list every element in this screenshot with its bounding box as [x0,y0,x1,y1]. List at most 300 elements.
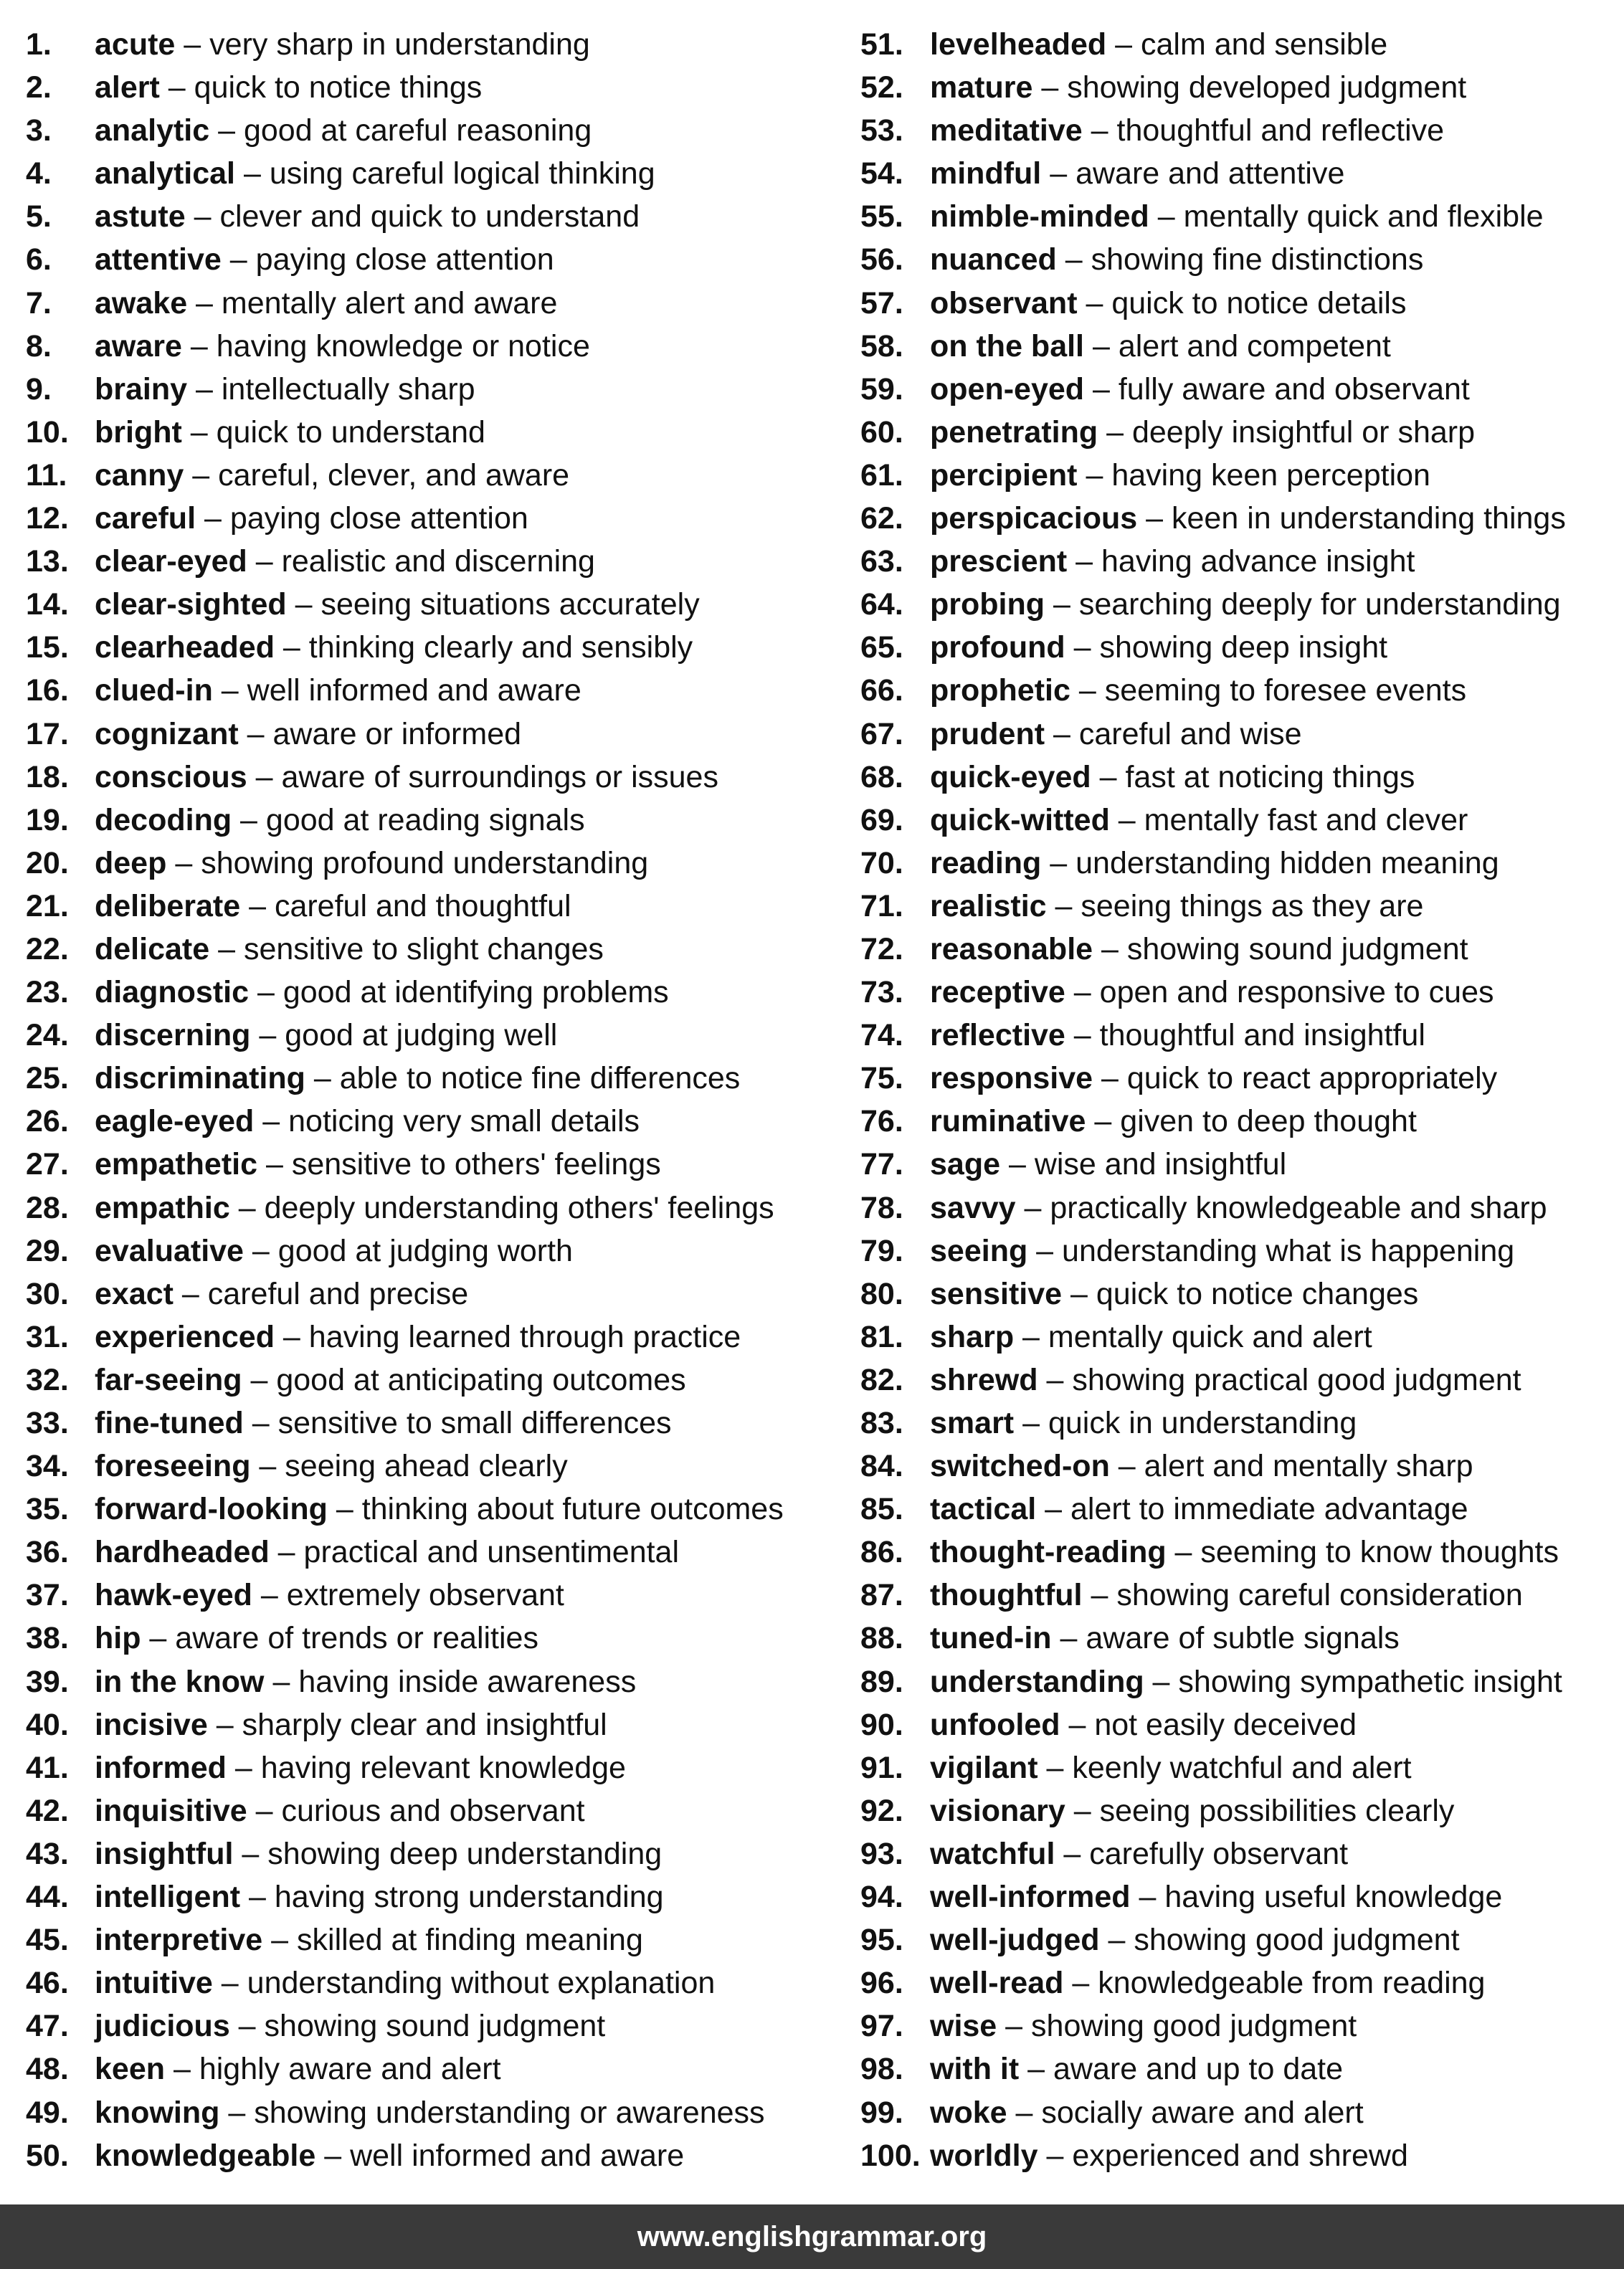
item-number: 54. [860,156,903,191]
item-word: astute [95,199,186,234]
item-word: delicate [95,931,210,966]
item-word: awake [95,285,188,320]
list-item [26,1617,836,1660]
item-number: 69. [860,802,903,837]
item-separator: – [181,328,217,363]
item-separator: – [1036,1492,1071,1527]
list-item [860,1574,1620,1617]
item-word: nuanced [930,242,1057,277]
item-definition: mentally alert and aware [221,285,558,320]
item-number: 19. [26,802,69,837]
item-separator: – [243,1233,278,1268]
item-word: mindful [930,156,1042,191]
item-definition: knowledgeable from reading [1098,1966,1486,2001]
item-definition: seeming to know thoughts [1200,1535,1559,1570]
item-number: 87. [860,1578,903,1613]
item-number: 78. [860,1190,903,1225]
item-word: meditative [930,113,1083,148]
list-item [26,1488,836,1531]
item-number: 60. [860,414,903,449]
list-item [860,1100,1620,1143]
item-word: prescient [930,544,1068,579]
list-item [860,152,1620,195]
list-item [860,1402,1620,1445]
list-item [26,1186,836,1229]
item-number: 49. [26,2095,69,2130]
item-definition: highly aware and alert [199,2052,501,2087]
list-item [26,1445,836,1488]
item-separator: – [1045,716,1079,751]
item-separator: – [1027,1233,1063,1268]
item-separator: – [1032,70,1068,105]
list-item [26,1057,836,1100]
item-number: 11. [26,457,67,493]
item-word: knowing [95,2095,220,2130]
item-definition: careful and precise [207,1276,469,1311]
item-number: 22. [26,931,69,966]
item-definition: quick to react appropriately [1126,1061,1498,1096]
item-word: levelheaded [930,27,1107,62]
item-word: canny [95,457,184,493]
item-separator: – [305,1061,340,1096]
item-number: 57. [860,285,903,320]
item-separator: – [254,1104,289,1139]
item-definition: good at careful reasoning [243,113,592,148]
item-definition: good at identifying problems [282,975,669,1010]
item-separator: – [252,1578,287,1613]
item-separator: – [232,802,266,837]
list-item [26,928,836,971]
item-definition: given to deep thought [1120,1104,1417,1139]
item-separator: – [249,975,283,1010]
list-item [860,669,1620,712]
list-item [860,1316,1620,1359]
list-item [26,66,836,109]
item-word: ruminative [930,1104,1086,1139]
item-word: perspicacious [930,501,1138,536]
item-separator: – [1098,414,1132,449]
item-definition: seeing ahead clearly [285,1449,568,1484]
item-word: foreseeing [95,1449,251,1484]
item-word: judicious [95,2009,230,2044]
list-item [860,842,1620,885]
list-item [26,497,836,540]
list-item [26,238,836,281]
item-separator: – [1144,1664,1179,1699]
item-word: informed [95,1750,227,1785]
item-word: clear-sighted [95,587,287,622]
item-separator: – [226,1750,261,1785]
item-word: profound [930,630,1065,665]
item-separator: – [242,1362,277,1397]
item-definition: searching deeply for understanding [1078,587,1561,622]
item-number: 46. [26,1966,69,2001]
list-item [26,195,836,238]
item-definition: quick to notice details [1111,285,1407,320]
item-definition: showing good judgment [1134,1923,1460,1958]
item-number: 51. [860,27,903,62]
item-word: empathetic [95,1147,258,1182]
item-word: far-seeing [95,1362,242,1397]
item-definition: having relevant knowledge [260,1750,626,1785]
item-word: careful [95,501,196,536]
item-word: cognizant [95,716,239,751]
item-definition: realistic and discerning [281,544,595,579]
item-number: 2. [26,70,52,105]
item-definition: paying close attention [229,501,528,536]
item-number: 74. [860,1018,903,1053]
item-number: 21. [26,888,69,923]
item-definition: calm and sensible [1141,27,1388,62]
item-separator: – [250,1449,285,1484]
item-separator: – [1037,1750,1073,1785]
item-definition: thoughtful and reflective [1116,113,1445,148]
list-item [860,1229,1620,1273]
list-item [860,2134,1620,2177]
list-item [26,756,836,799]
list-item [26,1746,836,1789]
item-separator: – [159,70,194,105]
item-number: 12. [26,501,69,536]
item-separator: – [264,1664,299,1699]
item-number: 91. [860,1750,903,1785]
item-number: 83. [860,1406,903,1440]
list-item [26,1832,836,1875]
item-number: 16. [26,673,69,708]
item-number: 41. [26,1750,69,1785]
list-item [860,885,1620,928]
list-item [860,1660,1620,1703]
list-item [860,109,1620,152]
item-number: 29. [26,1233,69,1268]
item-definition: mentally quick and flexible [1183,199,1544,234]
list-item [26,152,836,195]
word-list-column-right [860,23,1620,2177]
list-item [860,2004,1620,2047]
item-separator: – [1041,156,1076,191]
item-definition: having learned through practice [308,1319,741,1354]
list-item [26,1316,836,1359]
item-definition: quick to notice things [194,70,483,105]
item-number: 100. [860,2138,921,2173]
item-number: 86. [860,1535,903,1570]
list-item [860,799,1620,842]
item-word: responsive [930,1061,1093,1096]
list-item [860,238,1620,281]
item-number: 70. [860,845,903,880]
item-word: analytic [95,113,210,148]
item-separator: – [1109,802,1144,837]
list-item [26,626,836,669]
list-item [860,1746,1620,1789]
list-item [26,1531,836,1574]
item-word: interpretive [95,1923,263,1958]
item-separator: – [243,1406,278,1440]
item-number: 8. [26,328,52,363]
item-number: 6. [26,242,52,277]
list-item [26,1273,836,1316]
list-item [860,195,1620,238]
item-number: 79. [860,1233,903,1268]
item-word: mature [930,70,1033,105]
list-item [26,1789,836,1832]
item-number: 44. [26,1880,69,1915]
item-number: 30. [26,1276,69,1311]
item-separator: – [1045,587,1079,622]
item-separator: – [1106,27,1141,62]
item-definition: fast at noticing things [1125,759,1415,794]
item-definition: sensitive to slight changes [243,931,604,966]
list-item [860,1875,1620,1918]
item-separator: – [238,716,273,751]
item-separator: – [165,2052,199,2087]
item-word: evaluative [95,1233,244,1268]
item-word: worldly [930,2138,1038,2173]
list-item [860,325,1620,368]
list-item [26,1961,836,2004]
item-number: 18. [26,759,69,794]
item-word: open-eyed [930,371,1085,406]
list-item [26,1660,836,1703]
list-item [26,325,836,368]
item-number: 90. [860,1707,903,1742]
list-item [26,583,836,626]
item-definition: aware and up to date [1053,2052,1344,2087]
word-list [0,23,1624,2173]
item-number: 10. [26,414,69,449]
list-item [26,842,836,885]
item-number: 62. [860,501,903,536]
item-separator: – [1067,544,1102,579]
item-word: understanding [930,1664,1144,1699]
item-word: prudent [930,716,1045,751]
item-word: aware [95,328,182,363]
item-definition: sharply clear and insightful [242,1707,607,1742]
item-definition: practically knowledgeable and sharp [1050,1190,1547,1225]
item-definition: careful, clever, and aware [218,457,570,493]
item-number: 34. [26,1449,69,1484]
item-separator: – [247,759,282,794]
item-definition: showing good judgment [1031,2009,1357,2044]
item-definition: mentally fast and clever [1144,802,1468,837]
item-number: 89. [860,1664,903,1699]
list-item [860,713,1620,756]
item-separator: – [1041,845,1076,880]
item-definition: seeming to foresee events [1104,673,1467,708]
item-definition: clever and quick to understand [219,199,640,234]
item-separator: – [219,2095,255,2130]
item-number: 65. [860,630,903,665]
item-definition: quick to understand [216,414,485,449]
item-separator: – [1014,1406,1048,1440]
list-item [26,1359,836,1402]
item-definition: quick to notice changes [1096,1276,1419,1311]
item-separator: – [221,242,256,277]
item-definition: aware or informed [272,716,522,751]
list-item [860,971,1620,1014]
list-item [860,1445,1620,1488]
item-word: unfooled [930,1707,1060,1742]
item-word: reflective [930,1018,1065,1053]
item-definition: practical and unsentimental [303,1535,680,1570]
item-word: reading [930,845,1042,880]
item-word: discerning [95,1018,251,1053]
list-item [26,2134,836,2177]
item-word: prophetic [930,673,1070,708]
item-word: quick-eyed [930,759,1091,794]
item-separator: – [184,457,219,493]
item-word: fine-tuned [95,1406,244,1440]
list-item [26,2091,836,2134]
item-separator: – [1037,1362,1073,1397]
item-separator: – [233,1836,268,1871]
item-word: quick-witted [930,802,1110,837]
item-word: thoughtful [930,1578,1083,1613]
item-separator: – [229,2009,265,2044]
item-number: 48. [26,2052,69,2087]
list-item [26,1875,836,1918]
item-definition: noticing very small details [288,1104,640,1139]
item-number: 25. [26,1061,69,1096]
item-number: 84. [860,1449,903,1484]
item-separator: – [1091,759,1126,794]
list-item [860,1057,1620,1100]
item-number: 26. [26,1104,69,1139]
list-item [860,1531,1620,1574]
item-separator: – [1000,1147,1035,1182]
item-definition: having useful knowledge [1164,1880,1503,1915]
item-definition: careful and thoughtful [274,888,571,923]
item-word: wise [930,2009,997,2044]
item-definition: having keen perception [1111,457,1430,493]
item-word: knowledgeable [95,2138,316,2173]
item-number: 23. [26,975,69,1010]
item-number: 71. [860,888,903,923]
list-item [26,1703,836,1746]
item-word: well-read [930,1966,1064,2001]
list-item [860,2091,1620,2134]
item-definition: experienced and shrewd [1072,2138,1408,2173]
item-separator: – [187,371,222,406]
item-separator: – [1037,2138,1073,2173]
item-number: 68. [860,759,903,794]
item-separator: – [141,1621,176,1656]
list-item [26,540,836,583]
list-item [26,885,836,928]
list-item [860,1918,1620,1961]
item-word: decoding [95,802,232,837]
item-definition: showing deep insight [1099,630,1388,665]
item-number: 42. [26,1793,69,1828]
list-item [26,971,836,1014]
item-word: sharp [930,1319,1015,1354]
list-item [26,282,836,325]
item-word: receptive [930,975,1065,1010]
list-item [26,368,836,411]
item-definition: having inside awareness [298,1664,637,1699]
item-number: 61. [860,457,903,493]
item-word: empathic [95,1190,230,1225]
item-number: 20. [26,845,69,880]
item-separator: – [274,630,309,665]
item-separator: – [1060,1707,1095,1742]
item-definition: thinking about future outcomes [361,1492,784,1527]
item-separator: – [1007,2095,1042,2130]
item-word: experienced [95,1319,275,1354]
item-number: 36. [26,1535,69,1570]
item-separator: – [235,156,270,191]
item-word: sensitive [930,1276,1063,1311]
item-separator: – [247,1793,282,1828]
item-separator: – [327,1492,362,1527]
list-item [26,411,836,454]
item-number: 24. [26,1018,69,1053]
item-definition: keenly watchful and alert [1072,1750,1412,1785]
item-word: discriminating [95,1061,305,1096]
item-separator: – [262,1923,298,1958]
item-number: 1. [26,27,52,62]
item-number: 3. [26,113,52,148]
item-word: eagle-eyed [95,1104,255,1139]
list-item [860,1488,1620,1531]
item-number: 52. [860,70,903,105]
item-definition: quick in understanding [1048,1406,1357,1440]
item-word: percipient [930,457,1078,493]
item-word: inquisitive [95,1793,247,1828]
item-number: 93. [860,1836,903,1871]
item-definition: seeing situations accurately [320,587,700,622]
item-word: alert [95,70,160,105]
item-separator: – [187,285,222,320]
list-item [860,1961,1620,2004]
item-word: in the know [95,1664,265,1699]
item-word: tuned-in [930,1621,1052,1656]
item-separator: – [1065,630,1100,665]
item-separator: – [185,199,220,234]
item-word: tactical [930,1492,1037,1527]
item-number: 43. [26,1836,69,1871]
item-word: penetrating [930,414,1098,449]
item-word: on the ball [930,328,1084,363]
item-separator: – [1077,457,1112,493]
item-separator: – [1014,1319,1048,1354]
item-number: 50. [26,2138,69,2173]
item-number: 97. [860,2009,903,2044]
item-number: 39. [26,1664,69,1699]
item-separator: – [212,673,247,708]
item-definition: intellectually sharp [221,371,475,406]
list-item [860,282,1620,325]
item-word: reasonable [930,931,1093,966]
item-separator: – [209,113,244,148]
item-separator: – [1063,1966,1098,2001]
item-definition: understanding hidden meaning [1075,845,1499,880]
item-definition: showing sound judgment [264,2009,606,2044]
item-word: intelligent [95,1880,241,1915]
item-separator: – [181,414,217,449]
item-word: well-informed [930,1880,1131,1915]
item-number: 63. [860,544,903,579]
item-separator: – [209,931,244,966]
item-number: 53. [860,113,903,148]
item-separator: – [1109,1449,1144,1484]
item-number: 35. [26,1492,69,1527]
item-word: thought-reading [930,1535,1167,1570]
item-number: 95. [860,1923,903,1958]
item-separator: – [196,501,230,536]
item-number: 33. [26,1406,69,1440]
item-definition: showing sound judgment [1126,931,1468,966]
